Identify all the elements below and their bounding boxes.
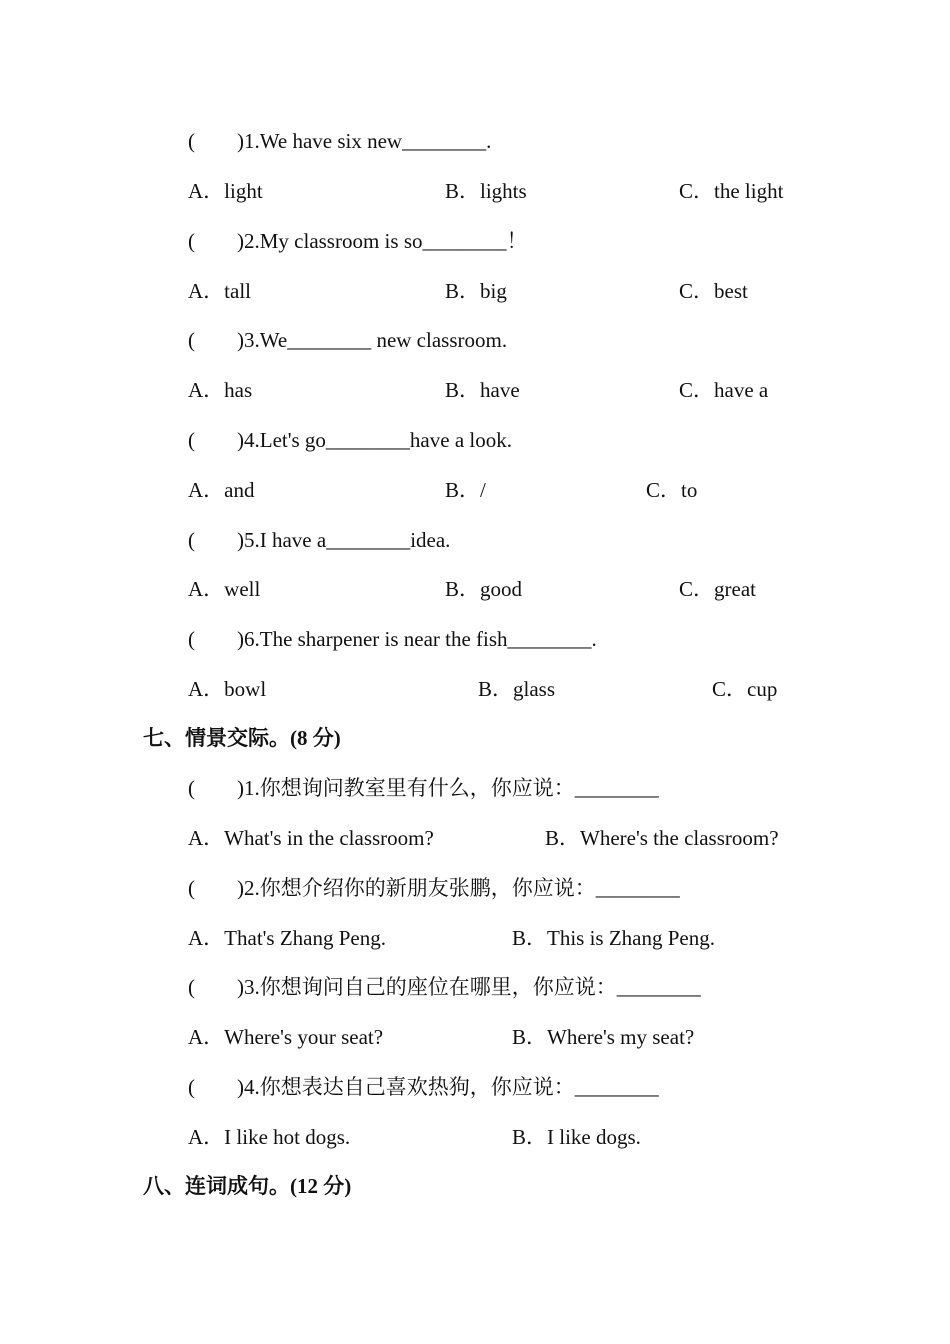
option-b: B．This is Zhang Peng. [512, 926, 715, 950]
section-title: 七、情景交际。(8 分) [143, 726, 341, 750]
option-b: B．lights [445, 179, 527, 203]
question-stem: ( )3.We________ new classroom. [188, 328, 508, 352]
option-c: C．have a [679, 378, 769, 402]
option-a: A．Where's your seat? [188, 1025, 384, 1049]
option-a: A．and [188, 478, 255, 502]
question-stem: ( )4.你想表达自己喜欢热狗，你应说：________ [188, 1075, 659, 1099]
option-b: B．I like dogs. [512, 1125, 641, 1149]
option-a: A．light [188, 179, 263, 203]
option-b: B．have [445, 378, 520, 402]
option-a: A．tall [188, 279, 251, 303]
question-stem: ( )5.I have a________idea. [188, 528, 451, 552]
option-c: C．great [679, 577, 756, 601]
option-c: C．best [679, 279, 748, 303]
question-stem: ( )3.你想询问自己的座位在哪里，你应说：________ [188, 975, 701, 999]
option-a: A．I like hot dogs. [188, 1125, 351, 1149]
option-b: B．glass [478, 677, 556, 701]
option-b: B．good [445, 577, 523, 601]
option-b: B．Where's the classroom? [545, 826, 779, 850]
option-a: A．well [188, 577, 261, 601]
question-stem: ( )4.Let's go________have a look. [188, 428, 512, 452]
question-stem: ( )6.The sharpener is near the fish________. [188, 627, 597, 651]
option-b: B．Where's my seat? [512, 1025, 695, 1049]
option-a: A．What's in the classroom? [188, 826, 434, 850]
question-stem: ( )1.We have six new________. [188, 129, 492, 153]
section-title: 八、连词成句。(12 分) [143, 1174, 352, 1198]
question-stem: ( )2.My classroom is so________！ [188, 229, 528, 253]
option-c: C．the light [679, 179, 784, 203]
option-a: A．has [188, 378, 253, 402]
question-stem: ( )2.你想介绍你的新朋友张鹏，你应说：________ [188, 876, 680, 900]
option-a: A．bowl [188, 677, 267, 701]
option-c: C．to [646, 478, 698, 502]
option-b: B．big [445, 279, 507, 303]
question-stem: ( )1.你想询问教室里有什么，你应说：________ [188, 776, 659, 800]
option-a: A．That's Zhang Peng. [188, 926, 387, 950]
option-b: B．/ [445, 478, 486, 502]
option-c: C．cup [712, 677, 778, 701]
